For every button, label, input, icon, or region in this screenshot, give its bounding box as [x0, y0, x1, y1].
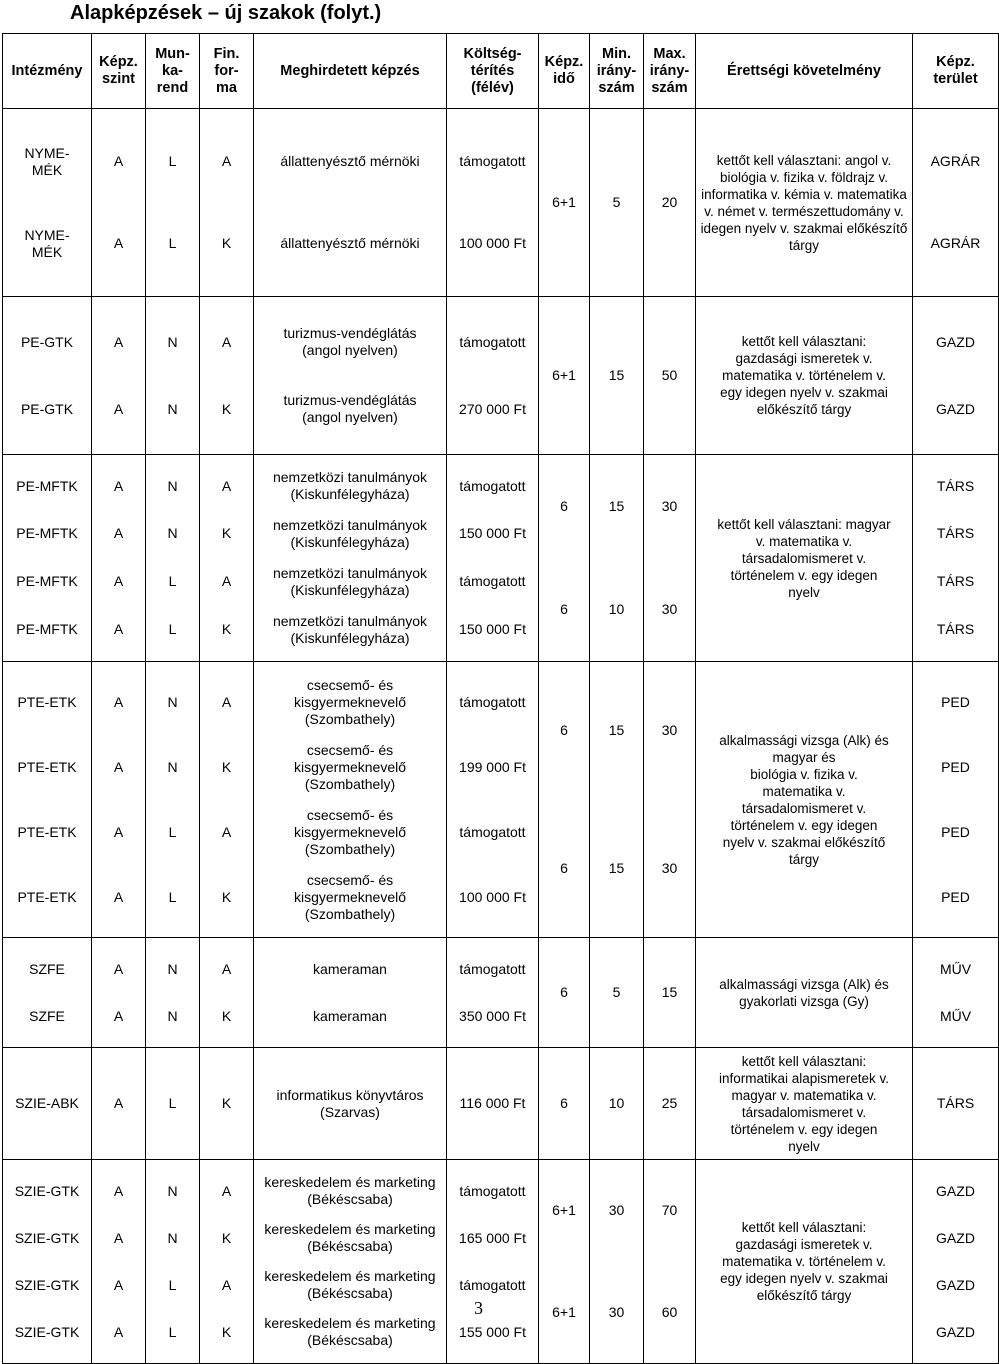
spacer-cell — [146, 1040, 200, 1048]
area-cell: PED — [913, 670, 999, 735]
spacer-cell — [913, 1356, 999, 1364]
spacer-cell — [92, 285, 146, 297]
header-institution: Intézmény — [3, 34, 92, 109]
min-cell: 15 — [590, 800, 644, 938]
program-cell: turizmus-vendéglátás (angol nyelven) — [254, 309, 447, 376]
financing-cell: A — [200, 946, 254, 993]
institution-cell: PE-MFTK — [3, 606, 92, 654]
level-cell: A — [92, 558, 146, 606]
level-cell: A — [92, 121, 146, 203]
fee-cell: 150 000 Ft — [447, 510, 539, 558]
workorder-cell: N — [146, 946, 200, 993]
workorder-cell: L — [146, 1309, 200, 1356]
group-spacer — [3, 455, 999, 463]
program-cell: kereskedelem és marketing (Békéscsaba) — [254, 1215, 447, 1262]
spacer-cell — [447, 1040, 539, 1048]
spacer-cell — [254, 443, 447, 455]
spacer-cell — [3, 109, 92, 121]
financing-cell: A — [200, 309, 254, 376]
min-cell: 15 — [590, 455, 644, 558]
spacer-cell — [447, 443, 539, 455]
area-cell: TÁRS — [913, 558, 999, 606]
min-cell: 5 — [590, 109, 644, 297]
institution-cell: PE-MFTK — [3, 463, 92, 510]
fee-cell: 350 000 Ft — [447, 993, 539, 1040]
level-cell: A — [92, 606, 146, 654]
duration-cell: 6+1 — [539, 297, 590, 455]
workorder-cell: L — [146, 121, 200, 203]
workorder-cell: N — [146, 1215, 200, 1262]
area-cell: GAZD — [913, 1215, 999, 1262]
min-cell: 5 — [590, 938, 644, 1048]
max-cell: 15 — [644, 938, 696, 1048]
fee-cell: 100 000 Ft — [447, 203, 539, 285]
institution-cell: PE-MFTK — [3, 558, 92, 606]
group-spacer — [3, 938, 999, 946]
program-cell: nemzetközi tanulmányok (Kiskunfélegyháza) — [254, 558, 447, 606]
spacer-cell — [200, 1356, 254, 1364]
header-workorder: Mun- ka- rend — [146, 34, 200, 109]
financing-cell: K — [200, 203, 254, 285]
requirements-cell: kettőt kell választani: angol v. biológia v. fizika v. földrajz v. informatika v. kémia v. matematika v. német v. természettudomány v. idegen nyelv v. szakmai előkészítő tárgy — [696, 109, 913, 297]
spacer-cell — [447, 1356, 539, 1364]
program-cell: csecsemő- és kisgyermeknevelő (Szombathely) — [254, 800, 447, 865]
spacer-cell — [146, 1160, 200, 1168]
level-cell: A — [92, 463, 146, 510]
spacer-cell — [913, 455, 999, 463]
fee-cell: támogatott — [447, 463, 539, 510]
header-duration: Képz. idő — [539, 34, 590, 109]
institution-cell: PE-MFTK — [3, 510, 92, 558]
spacer-cell — [913, 297, 999, 309]
spacer-cell — [200, 930, 254, 938]
area-cell: TÁRS — [913, 606, 999, 654]
requirements-cell: alkalmassági vizsga (Alk) és magyar és biológia v. fizika v. matematika v. társadalomismeret v. történelem v. egy idegen nyelv v. szakmai előkészítő tárgy — [696, 662, 913, 938]
spacer-cell — [3, 297, 92, 309]
spacer-cell — [447, 1160, 539, 1168]
spacer-cell — [913, 443, 999, 455]
area-cell: PED — [913, 865, 999, 930]
area-cell: AGRÁR — [913, 203, 999, 285]
fee-cell: 150 000 Ft — [447, 606, 539, 654]
max-cell: 30 — [644, 558, 696, 662]
area-cell: TÁRS — [913, 1048, 999, 1159]
institution-cell: PTE-ETK — [3, 800, 92, 865]
financing-cell: K — [200, 606, 254, 654]
requirements-cell: kettőt kell választani: gazdasági ismeretek v. matematika v. történelem v. egy idegen nyelv v. szakmai előkészítő tárgy — [696, 1160, 913, 1364]
institution-cell: NYME- MÉK — [3, 121, 92, 203]
spacer-cell — [200, 455, 254, 463]
financing-cell: K — [200, 1048, 254, 1159]
fee-cell: támogatott — [447, 946, 539, 993]
workorder-cell: L — [146, 606, 200, 654]
programs-table — [2, 33, 999, 1364]
requirements-cell: kettőt kell választani: informatikai alapismeretek v. magyar v. matematika v. társadalomismeret v. történelem v. egy idegen nyelv — [696, 1048, 913, 1160]
workorder-cell: L — [146, 1262, 200, 1309]
spacer-cell — [3, 455, 92, 463]
spacer-cell — [146, 662, 200, 670]
area-cell: MŰV — [913, 946, 999, 993]
area-cell: GAZD — [913, 1262, 999, 1309]
program-cell: turizmus-vendéglátás (angol nyelven) — [254, 376, 447, 443]
group-spacer — [3, 1160, 999, 1168]
spacer-cell — [913, 938, 999, 946]
header-max: Max. irány- szám — [644, 34, 696, 109]
program-cell: kereskedelem és marketing (Békéscsaba) — [254, 1262, 447, 1309]
institution-cell: SZIE-GTK — [3, 1168, 92, 1215]
workorder-cell: L — [146, 865, 200, 930]
requirements-cell: kettőt kell választani: gazdasági ismeretek v. matematika v. történelem v. egy idegen nyelv v. szakmai előkészítő tárgy — [696, 297, 913, 455]
workorder-cell: L — [146, 800, 200, 865]
spacer-cell — [447, 654, 539, 662]
page-title: Alapképzések – új szakok (folyt.) — [70, 2, 382, 24]
spacer-cell — [200, 1040, 254, 1048]
financing-cell: K — [200, 865, 254, 930]
workorder-cell: L — [146, 1048, 200, 1159]
program-cell: nemzetközi tanulmányok (Kiskunfélegyháza) — [254, 463, 447, 510]
workorder-cell: L — [146, 203, 200, 285]
program-cell: csecsemő- és kisgyermeknevelő (Szombathely) — [254, 735, 447, 800]
financing-cell: A — [200, 121, 254, 203]
financing-cell: A — [200, 1262, 254, 1309]
spacer-cell — [913, 1040, 999, 1048]
level-cell: A — [92, 1048, 146, 1159]
fee-cell: támogatott — [447, 558, 539, 606]
spacer-cell — [200, 297, 254, 309]
area-cell: GAZD — [913, 1309, 999, 1356]
spacer-cell — [447, 109, 539, 121]
group-spacer — [3, 109, 999, 121]
level-cell: A — [92, 946, 146, 993]
program-cell: állattenyésztő mérnöki — [254, 203, 447, 285]
financing-cell: A — [200, 800, 254, 865]
workorder-cell: N — [146, 309, 200, 376]
header-level: Képz. szint — [92, 34, 146, 109]
spacer-cell — [3, 1040, 92, 1048]
area-cell: GAZD — [913, 376, 999, 443]
duration-cell: 6 — [539, 455, 590, 558]
spacer-cell — [447, 938, 539, 946]
level-cell: A — [92, 510, 146, 558]
max-cell: 70 — [644, 1160, 696, 1262]
program-cell: csecsemő- és kisgyermeknevelő (Szombathely) — [254, 670, 447, 735]
spacer-cell — [447, 285, 539, 297]
workorder-cell: N — [146, 376, 200, 443]
spacer-cell — [92, 930, 146, 938]
max-cell: 20 — [644, 109, 696, 297]
program-cell: kereskedelem és marketing (Békéscsaba) — [254, 1309, 447, 1356]
header-min: Min. irány- szám — [590, 34, 644, 109]
header-program: Meghirdetett képzés — [254, 34, 447, 109]
spacer-cell — [146, 930, 200, 938]
spacer-cell — [913, 662, 999, 670]
spacer-cell — [92, 1356, 146, 1364]
workorder-cell: N — [146, 510, 200, 558]
program-cell: nemzetközi tanulmányok (Kiskunfélegyháza) — [254, 510, 447, 558]
level-cell: A — [92, 1262, 146, 1309]
financing-cell: K — [200, 1215, 254, 1262]
financing-cell: A — [200, 670, 254, 735]
spacer-cell — [254, 455, 447, 463]
spacer-cell — [200, 443, 254, 455]
spacer-cell — [92, 662, 146, 670]
workorder-cell: L — [146, 558, 200, 606]
area-cell: AGRÁR — [913, 121, 999, 203]
spacer-cell — [146, 1356, 200, 1364]
spacer-cell — [200, 662, 254, 670]
spacer-cell — [254, 654, 447, 662]
fee-cell: támogatott — [447, 309, 539, 376]
duration-cell: 6 — [539, 800, 590, 938]
header-fee: Költség- térítés (félév) — [447, 34, 539, 109]
duration-cell: 6 — [539, 558, 590, 662]
program-cell: informatikus könyvtáros (Szarvas) — [254, 1048, 447, 1159]
spacer-cell — [3, 1160, 92, 1168]
institution-cell: NYME- MÉK — [3, 203, 92, 285]
spacer-cell — [146, 654, 200, 662]
spacer-cell — [913, 1160, 999, 1168]
spacer-cell — [254, 1040, 447, 1048]
area-cell: GAZD — [913, 309, 999, 376]
spacer-cell — [200, 654, 254, 662]
level-cell: A — [92, 993, 146, 1040]
spacer-cell — [92, 1160, 146, 1168]
level-cell: A — [92, 1168, 146, 1215]
level-cell: A — [92, 1215, 146, 1262]
fee-cell: 165 000 Ft — [447, 1215, 539, 1262]
spacer-cell — [92, 654, 146, 662]
header-financing: Fin. for- ma — [200, 34, 254, 109]
min-cell: 30 — [590, 1160, 644, 1262]
level-cell: A — [92, 865, 146, 930]
fee-cell: 270 000 Ft — [447, 376, 539, 443]
duration-cell: 6+1 — [539, 1262, 590, 1364]
level-cell: A — [92, 735, 146, 800]
institution-cell: PE-GTK — [3, 376, 92, 443]
spacer-cell — [3, 930, 92, 938]
level-cell: A — [92, 670, 146, 735]
spacer-cell — [254, 1356, 447, 1364]
duration-cell: 6 — [539, 1048, 590, 1160]
workorder-cell: N — [146, 1168, 200, 1215]
min-cell: 30 — [590, 1262, 644, 1364]
area-cell: TÁRS — [913, 510, 999, 558]
spacer-cell — [447, 930, 539, 938]
level-cell: A — [92, 203, 146, 285]
institution-cell: SZIE-GTK — [3, 1215, 92, 1262]
header-requirements: Érettségi követelmény — [696, 34, 913, 109]
fee-cell: támogatott — [447, 1262, 539, 1309]
fee-cell: 199 000 Ft — [447, 735, 539, 800]
spacer-cell — [447, 662, 539, 670]
max-cell: 60 — [644, 1262, 696, 1364]
duration-cell: 6+1 — [539, 109, 590, 297]
table-body — [3, 109, 999, 1364]
fee-cell: 155 000 Ft — [447, 1309, 539, 1356]
level-cell: A — [92, 800, 146, 865]
financing-cell: A — [200, 463, 254, 510]
financing-cell: K — [200, 1309, 254, 1356]
area-cell: GAZD — [913, 1168, 999, 1215]
spacer-cell — [200, 938, 254, 946]
workorder-cell: N — [146, 735, 200, 800]
financing-cell: K — [200, 510, 254, 558]
spacer-cell — [200, 285, 254, 297]
program-cell: kameraman — [254, 993, 447, 1040]
spacer-cell — [254, 285, 447, 297]
spacer-cell — [913, 930, 999, 938]
max-cell: 50 — [644, 297, 696, 455]
duration-cell: 6 — [539, 662, 590, 800]
spacer-cell — [913, 654, 999, 662]
min-cell: 10 — [590, 558, 644, 662]
fee-cell: 100 000 Ft — [447, 865, 539, 930]
spacer-cell — [3, 443, 92, 455]
max-cell: 30 — [644, 455, 696, 558]
spacer-cell — [254, 297, 447, 309]
spacer-cell — [3, 662, 92, 670]
spacer-cell — [146, 455, 200, 463]
institution-cell: PTE-ETK — [3, 865, 92, 930]
financing-cell: K — [200, 376, 254, 443]
spacer-cell — [92, 443, 146, 455]
spacer-cell — [3, 1356, 92, 1364]
fee-cell: támogatott — [447, 670, 539, 735]
page-number: 3 — [474, 1298, 483, 1318]
institution-cell: SZFE — [3, 946, 92, 993]
min-cell: 15 — [590, 662, 644, 800]
institution-cell: PTE-ETK — [3, 670, 92, 735]
max-cell: 30 — [644, 800, 696, 938]
spacer-cell — [254, 109, 447, 121]
header-row — [3, 34, 999, 109]
fee-cell: támogatott — [447, 1168, 539, 1215]
spacer-cell — [146, 285, 200, 297]
area-cell: TÁRS — [913, 463, 999, 510]
spacer-cell — [92, 1040, 146, 1048]
area-cell: MŰV — [913, 993, 999, 1040]
spacer-cell — [447, 455, 539, 463]
program-cell: állattenyésztő mérnöki — [254, 121, 447, 203]
workorder-cell: N — [146, 993, 200, 1040]
spacer-cell — [254, 938, 447, 946]
duration-cell: 6+1 — [539, 1160, 590, 1262]
spacer-cell — [913, 109, 999, 121]
spacer-cell — [92, 297, 146, 309]
max-cell: 25 — [644, 1048, 696, 1160]
spacer-cell — [146, 109, 200, 121]
institution-cell: SZFE — [3, 993, 92, 1040]
min-cell: 15 — [590, 297, 644, 455]
workorder-cell: N — [146, 463, 200, 510]
institution-cell: SZIE-GTK — [3, 1309, 92, 1356]
requirements-cell: kettőt kell választani: magyar v. matematika v. társadalomismeret v. történelem v. egy idegen nyelv — [696, 455, 913, 662]
fee-cell: támogatott — [447, 121, 539, 203]
fee-cell: támogatott — [447, 800, 539, 865]
header-area: Képz. terület — [913, 34, 999, 109]
requirements-cell: alkalmassági vizsga (Alk) és gyakorlati vizsga (Gy) — [696, 938, 913, 1048]
institution-cell: PE-GTK — [3, 309, 92, 376]
spacer-cell — [146, 443, 200, 455]
spacer-cell — [200, 1160, 254, 1168]
workorder-cell: N — [146, 670, 200, 735]
spacer-cell — [254, 930, 447, 938]
spacer-cell — [92, 455, 146, 463]
financing-cell: A — [200, 558, 254, 606]
institution-cell: SZIE-ABK — [3, 1048, 92, 1159]
fee-cell: 116 000 Ft — [447, 1048, 539, 1159]
financing-cell: K — [200, 735, 254, 800]
area-cell: PED — [913, 735, 999, 800]
spacer-cell — [146, 938, 200, 946]
institution-cell: PTE-ETK — [3, 735, 92, 800]
financing-cell: K — [200, 993, 254, 1040]
level-cell: A — [92, 309, 146, 376]
spacer-cell — [913, 285, 999, 297]
program-cell: nemzetközi tanulmányok (Kiskunfélegyháza) — [254, 606, 447, 654]
min-cell: 10 — [590, 1048, 644, 1160]
area-cell: PED — [913, 800, 999, 865]
spacer-cell — [200, 109, 254, 121]
spacer-cell — [3, 285, 92, 297]
program-cell: csecsemő- és kisgyermeknevelő (Szombathely) — [254, 865, 447, 930]
spacer-cell — [254, 1160, 447, 1168]
max-cell: 30 — [644, 662, 696, 800]
group-spacer — [3, 662, 999, 670]
duration-cell: 6 — [539, 938, 590, 1048]
group-spacer — [3, 297, 999, 309]
spacer-cell — [3, 938, 92, 946]
financing-cell: A — [200, 1168, 254, 1215]
spacer-cell — [3, 654, 92, 662]
institution-cell: SZIE-GTK — [3, 1262, 92, 1309]
level-cell: A — [92, 376, 146, 443]
program-cell: kameraman — [254, 946, 447, 993]
program-cell: kereskedelem és marketing (Békéscsaba) — [254, 1168, 447, 1215]
spacer-cell — [447, 297, 539, 309]
spacer-cell — [92, 938, 146, 946]
spacer-cell — [92, 109, 146, 121]
spacer-cell — [146, 297, 200, 309]
level-cell: A — [92, 1309, 146, 1356]
spacer-cell — [254, 662, 447, 670]
